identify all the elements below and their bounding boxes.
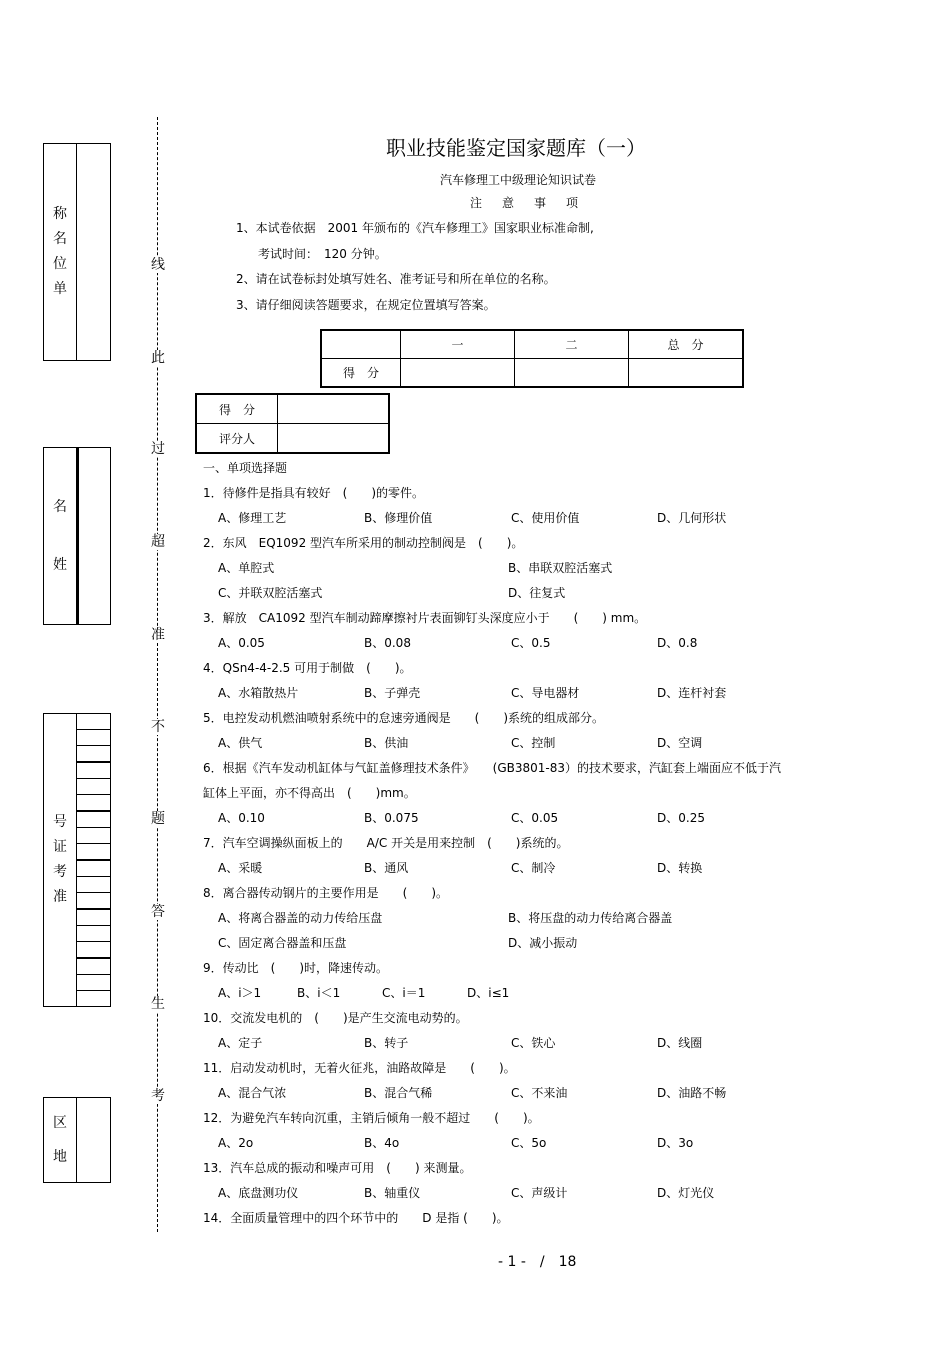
question-text-continued: 缸体上平面，亦不得高出 ( )mm。 bbox=[203, 786, 416, 800]
answer-option[interactable]: B、i＜1 bbox=[297, 986, 341, 1000]
answer-option[interactable]: C、导电器材 bbox=[511, 686, 580, 700]
cut-line-char: 此 bbox=[151, 350, 165, 366]
score-header-part2: 二 bbox=[515, 330, 629, 359]
region-field[interactable] bbox=[77, 1098, 110, 1182]
side-label-char: 位 bbox=[53, 256, 67, 272]
answer-option[interactable]: D、线圈 bbox=[657, 1036, 703, 1050]
answer-option[interactable]: A、0.05 bbox=[218, 636, 265, 650]
answer-option[interactable]: A、定子 bbox=[218, 1036, 263, 1050]
question-text: 14．全面质量管理中的四个环节中的 D 是指 ( )。 bbox=[203, 1211, 509, 1225]
answer-option[interactable]: D、几何形状 bbox=[657, 511, 727, 525]
question-text: 12．为避免汽车转向沉重，主销后倾角一般不超过 ( )。 bbox=[203, 1111, 540, 1125]
answer-option[interactable]: A、单腔式 bbox=[218, 561, 275, 575]
side-label-char: 姓 bbox=[53, 557, 67, 573]
answer-option[interactable]: A、将离合器盖的动力传给压盘 bbox=[218, 911, 383, 925]
notice-heading: 注意事项 bbox=[470, 196, 599, 210]
answer-option[interactable]: B、子弹壳 bbox=[364, 686, 421, 700]
grader-score-label: 得 分 bbox=[196, 394, 278, 424]
exam-id-digit-cell[interactable] bbox=[77, 893, 110, 910]
exam-id-digit-cell[interactable] bbox=[77, 714, 110, 730]
exam-id-box bbox=[43, 713, 111, 1007]
answer-option[interactable]: C、不来油 bbox=[511, 1086, 568, 1100]
score-header-total: 总 分 bbox=[629, 330, 744, 359]
cut-line-char: 超 bbox=[151, 534, 165, 550]
exam-id-digit-cell[interactable] bbox=[77, 926, 110, 942]
exam-id-digit-cell[interactable] bbox=[77, 763, 110, 779]
exam-id-digit-cell[interactable] bbox=[77, 959, 110, 975]
grader-score-cell[interactable] bbox=[278, 394, 390, 424]
answer-option[interactable]: A、0.10 bbox=[218, 811, 265, 825]
answer-option[interactable]: D、连杆衬套 bbox=[657, 686, 727, 700]
unit-name-label bbox=[44, 144, 77, 360]
exam-id-digit-cell[interactable] bbox=[77, 910, 110, 926]
answer-option[interactable]: C、制冷 bbox=[511, 861, 556, 875]
side-label-char: 称 bbox=[53, 206, 67, 222]
question-text: 9．传动比 ( )时，降速传动。 bbox=[203, 961, 388, 975]
exam-id-cells[interactable] bbox=[77, 714, 110, 1006]
answer-option[interactable]: A、混合气浓 bbox=[218, 1086, 287, 1100]
question-text: 8．离合器传动钢片的主要作用是 ( )。 bbox=[203, 886, 448, 900]
answer-option[interactable]: C、固定离合器盖和压盘 bbox=[218, 936, 347, 950]
unit-name-field[interactable] bbox=[77, 144, 110, 360]
exam-id-digit-cell[interactable] bbox=[77, 975, 110, 991]
answer-option[interactable]: B、转子 bbox=[364, 1036, 409, 1050]
question-text: 4．QSn4-4-2.5 可用于制做 ( )。 bbox=[203, 661, 412, 675]
answer-option[interactable]: D、灯光仪 bbox=[657, 1186, 715, 1200]
page-title: 职业技能鉴定国家题库（一） bbox=[386, 136, 646, 160]
exam-id-label bbox=[44, 714, 77, 1006]
answer-option[interactable]: C、并联双腔活塞式 bbox=[218, 586, 323, 600]
score-header-part1: 一 bbox=[401, 330, 515, 359]
page-number: - 1 - / 18 bbox=[498, 1254, 577, 1270]
answer-option[interactable]: B、通风 bbox=[364, 861, 409, 875]
note-1-time: 考试时间： 120 分钟。 bbox=[258, 247, 387, 261]
question-text: 11．启动发动机时，无着火征兆，油路故障是 ( )。 bbox=[203, 1061, 516, 1075]
exam-id-digit-cell[interactable] bbox=[77, 861, 110, 877]
answer-option[interactable]: A、i＞1 bbox=[218, 986, 262, 1000]
exam-id-digit-cell[interactable] bbox=[77, 991, 110, 1006]
score-row-label: 得 分 bbox=[321, 359, 401, 388]
answer-option[interactable]: B、混合气稀 bbox=[364, 1086, 433, 1100]
question-text: 3．解放 CA1092 型汽车制动蹄摩擦衬片表面铆钉头深度应小于 ( ) mm。 bbox=[203, 611, 647, 625]
name-field[interactable] bbox=[77, 448, 110, 624]
answer-option[interactable]: D、3o bbox=[657, 1136, 694, 1150]
side-label-char: 准 bbox=[53, 889, 67, 905]
section-title: 一、单项选择题 bbox=[203, 461, 288, 475]
score-table bbox=[320, 329, 744, 388]
answer-option[interactable]: C、控制 bbox=[511, 736, 556, 750]
cut-line-char: 准 bbox=[151, 627, 165, 643]
note-1: 1、本试卷依据 2001 年颁布的《汽车修理工》国家职业标准命制, bbox=[236, 221, 594, 235]
name-box bbox=[43, 447, 111, 625]
answer-option[interactable]: B、修理价值 bbox=[364, 511, 433, 525]
answer-option[interactable]: C、i＝1 bbox=[382, 986, 426, 1000]
note-3: 3、请仔细阅读答题要求，在规定位置填写答案。 bbox=[236, 298, 496, 312]
region-box bbox=[43, 1097, 111, 1183]
exam-id-digit-cell[interactable] bbox=[77, 828, 110, 844]
unit-name-box bbox=[43, 143, 111, 361]
exam-subtitle: 汽车修理工中级理论知识试卷 bbox=[440, 173, 597, 187]
answer-option[interactable]: D、空调 bbox=[657, 736, 703, 750]
answer-option[interactable]: D、转换 bbox=[657, 861, 703, 875]
answer-option[interactable]: C、铁心 bbox=[511, 1036, 556, 1050]
answer-option[interactable]: A、底盘测功仪 bbox=[218, 1186, 299, 1200]
exam-id-digit-cell[interactable] bbox=[77, 877, 110, 893]
answer-option[interactable]: D、减小振动 bbox=[508, 936, 578, 950]
name-label bbox=[44, 448, 77, 624]
exam-id-digit-cell[interactable] bbox=[77, 844, 110, 861]
answer-option[interactable]: D、油路不畅 bbox=[657, 1086, 727, 1100]
answer-option[interactable]: A、采暖 bbox=[218, 861, 263, 875]
answer-option[interactable]: B、4o bbox=[364, 1136, 400, 1150]
answer-option[interactable]: A、修理工艺 bbox=[218, 511, 287, 525]
side-label-char: 地 bbox=[53, 1149, 67, 1165]
answer-option[interactable]: B、将压盘的动力传给离合器盖 bbox=[508, 911, 673, 925]
answer-option[interactable]: D、往复式 bbox=[508, 586, 566, 600]
answer-option[interactable]: B、串联双腔活塞式 bbox=[508, 561, 613, 575]
side-label-char: 名 bbox=[53, 499, 67, 515]
side-label-char: 名 bbox=[53, 231, 67, 247]
answer-option[interactable]: B、0.08 bbox=[364, 636, 411, 650]
answer-option[interactable]: B、轴重仪 bbox=[364, 1186, 421, 1200]
exam-id-digit-cell[interactable] bbox=[77, 746, 110, 763]
answer-option[interactable]: A、2o bbox=[218, 1136, 254, 1150]
exam-id-digit-cell[interactable] bbox=[77, 779, 110, 795]
side-label-char: 单 bbox=[53, 281, 67, 297]
score-cell-total[interactable] bbox=[629, 359, 744, 388]
question-text: 10．交流发电机的 ( )是产生交流电动势的。 bbox=[203, 1011, 468, 1025]
question-text: 1．待修件是指具有较好 ( )的零件。 bbox=[203, 486, 424, 500]
question-text: 2．东风 EQ1092 型汽车所采用的制动控制阀是 ( )。 bbox=[203, 536, 524, 550]
question-text: 7．汽车空调操纵面板上的 A/C 开关是用来控制 ( )系统的。 bbox=[203, 836, 569, 850]
grader-name-label: 评分人 bbox=[196, 424, 278, 454]
exam-id-digit-cell[interactable] bbox=[77, 942, 110, 959]
cut-line-char: 过 bbox=[151, 441, 165, 457]
cut-line-char: 答 bbox=[151, 904, 165, 920]
note-2: 2、请在试卷标封处填写姓名、准考证号和所在单位的名称。 bbox=[236, 272, 556, 286]
cut-line-char: 线 bbox=[151, 257, 165, 273]
side-label-char: 考 bbox=[53, 864, 67, 880]
question-text: 5．电控发动机燃油喷射系统中的怠速旁通阀是 ( )系统的组成部分。 bbox=[203, 711, 605, 725]
side-label-char: 号 bbox=[53, 814, 67, 830]
grader-name-cell[interactable] bbox=[278, 424, 390, 454]
score-cell-part1[interactable] bbox=[401, 359, 515, 388]
exam-id-digit-cell[interactable] bbox=[77, 795, 110, 812]
answer-option[interactable]: A、水箱散热片 bbox=[218, 686, 299, 700]
side-label-char: 证 bbox=[53, 839, 67, 855]
cut-line-char: 题 bbox=[151, 811, 165, 827]
cut-line bbox=[157, 117, 158, 1232]
answer-option[interactable]: D、0.8 bbox=[657, 636, 698, 650]
answer-option[interactable]: C、声级计 bbox=[511, 1186, 568, 1200]
grader-table bbox=[195, 393, 390, 454]
answer-option[interactable]: C、使用价值 bbox=[511, 511, 580, 525]
score-table-corner bbox=[321, 330, 401, 359]
answer-option[interactable]: D、0.25 bbox=[657, 811, 705, 825]
exam-id-digit-cell[interactable] bbox=[77, 730, 110, 746]
answer-option[interactable]: B、供油 bbox=[364, 736, 409, 750]
cut-line-char: 考 bbox=[151, 1088, 165, 1104]
answer-option[interactable]: A、供气 bbox=[218, 736, 263, 750]
answer-option[interactable]: C、0.05 bbox=[511, 811, 559, 825]
exam-id-digit-cell[interactable] bbox=[77, 812, 110, 828]
answer-option[interactable]: D、i≤1 bbox=[467, 986, 510, 1000]
score-cell-part2[interactable] bbox=[515, 359, 629, 388]
question-text: 13．汽车总成的振动和噪声可用 ( ) 来测量。 bbox=[203, 1161, 472, 1175]
answer-option[interactable]: C、5o bbox=[511, 1136, 547, 1150]
question-text: 6．根据《汽车发动机缸体与气缸盖修理技术条件》 (GB3801-83）的技术要求，汽缸套上端面应不低于汽 bbox=[203, 761, 781, 775]
answer-option[interactable]: C、0.5 bbox=[511, 636, 551, 650]
cut-line-char: 生 bbox=[151, 996, 165, 1012]
side-label-char: 区 bbox=[53, 1115, 67, 1131]
region-label bbox=[44, 1098, 77, 1182]
answer-option[interactable]: B、0.075 bbox=[364, 811, 419, 825]
cut-line-char: 不 bbox=[151, 719, 165, 735]
